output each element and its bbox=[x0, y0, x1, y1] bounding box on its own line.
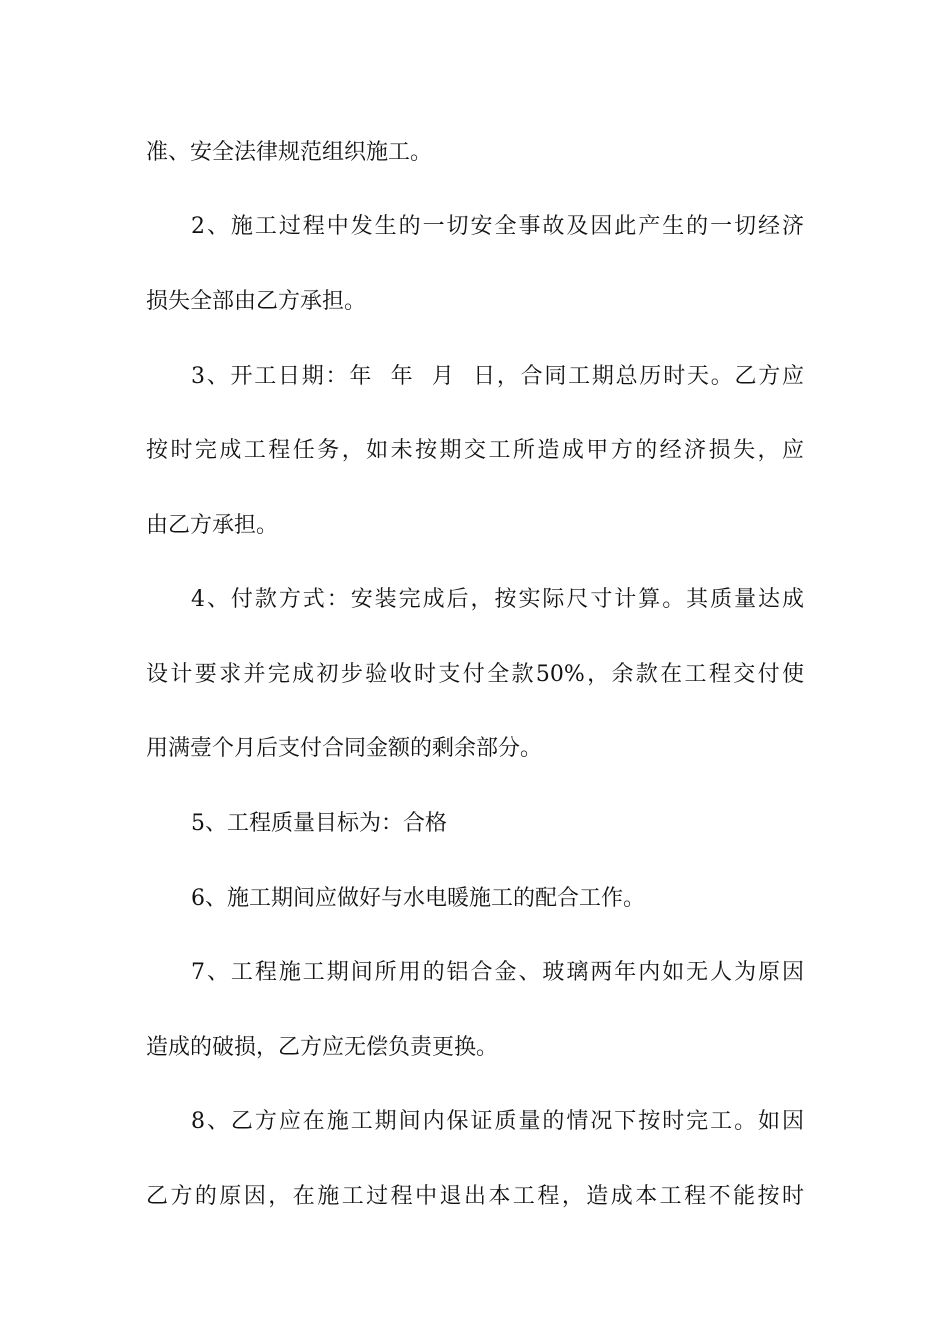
line-text: 7、工程施工期间所用的铝合金、玻璃两年内如无人为原因 bbox=[191, 960, 804, 985]
text-line bbox=[0, 804, 950, 844]
line-text: 2、施工过程中发生的一切安全事故及因此产生的一切经济 bbox=[191, 214, 804, 239]
line-text: 乙方的原因，在施工过程中退出本工程，造成本工程不能按时 bbox=[146, 1184, 804, 1209]
line-text: 6、施工期间应做好与水电暖施工的配合工作。 bbox=[191, 886, 645, 911]
line-text: 3、开工日期：年 年 月 日，合同工期总历时天。乙方应 bbox=[191, 364, 804, 389]
line-text: 按时完成工程任务，如未按期交工所造成甲方的经济损失，应 bbox=[146, 438, 804, 463]
text-line bbox=[0, 506, 950, 546]
line-text: 准、安全法律规范组织施工。 bbox=[146, 140, 433, 165]
line-text: 8、乙方应在施工期间内保证质量的情况下按时完工。如因 bbox=[191, 1109, 804, 1134]
text-line bbox=[0, 133, 950, 173]
text-line bbox=[0, 207, 950, 247]
line-text: 用满壹个月后支付合同金额的剩余部分。 bbox=[146, 736, 543, 761]
text-line bbox=[0, 953, 950, 993]
text-line bbox=[0, 580, 950, 620]
text-line bbox=[0, 1028, 950, 1068]
line-text: 4、付款方式：安装完成后，按实际尺寸计算。其质量达成 bbox=[191, 587, 804, 612]
line-text: 由乙方承担。 bbox=[146, 513, 279, 538]
line-text: 5、工程质量目标为：合格 bbox=[191, 811, 447, 836]
line-text: 造成的破损，乙方应无偿负责更换。 bbox=[146, 1035, 499, 1060]
text-line bbox=[0, 357, 950, 397]
line-text: 损失全部由乙方承担。 bbox=[146, 289, 367, 314]
text-line bbox=[0, 729, 950, 769]
text-line bbox=[0, 879, 950, 919]
text-line bbox=[0, 1177, 950, 1217]
text-line bbox=[0, 1102, 950, 1142]
text-line bbox=[0, 655, 950, 695]
text-line bbox=[0, 431, 950, 471]
text-line bbox=[0, 282, 950, 322]
line-text: 设计要求并完成初步验收时支付全款50%，余款在工程交付使 bbox=[146, 662, 804, 687]
